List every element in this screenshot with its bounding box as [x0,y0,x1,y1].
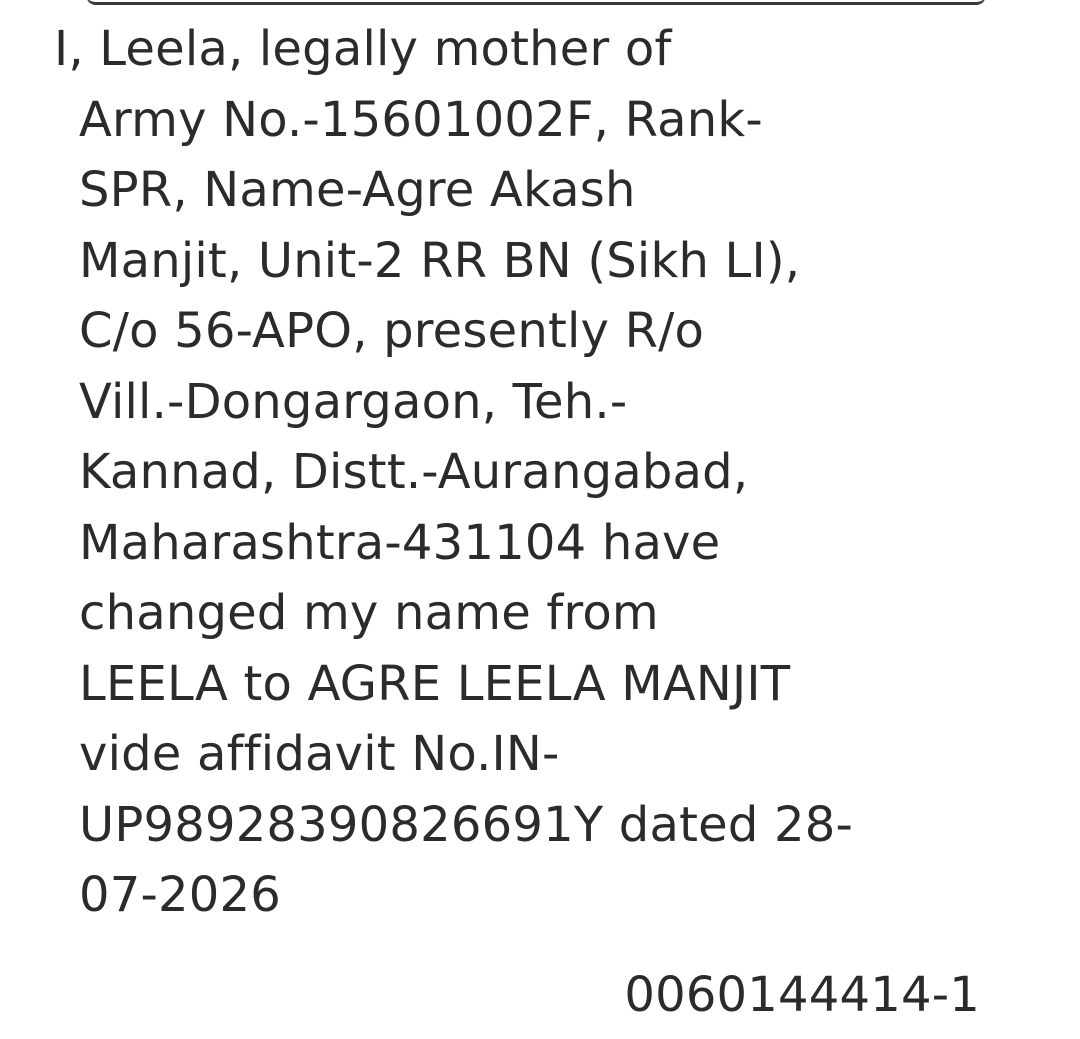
notice-line: SPR, Name-Agre Akash [79,162,636,218]
notice-line: Army No.-15601002F, Rank- [79,91,763,148]
notice-line: changed my name from [79,585,659,641]
notice-line: C/o 56-APO, presently R/o [79,303,705,359]
notice-line: LEELA to AGRE LEELA MANJIT [79,655,791,712]
notice-line: UP98928390826691Y dated 28- [79,796,853,853]
top-divider-rule [86,0,986,5]
name-change-notice [54,14,1054,931]
notice-line: Manjit, Unit-2 RR BN (Sikh LI), [79,232,801,289]
notice-reference-number: 0060144414-1 [624,967,980,1023]
notice-line: Maharashtra-431104 have [79,514,721,571]
notice-line: vide affidavit No.IN- [79,726,560,782]
notice-line: Vill.-Dongargaon, Teh.- [79,373,628,430]
notice-line: Kannad, Distt.-Aurangabad, [79,444,749,500]
notice-line: 07-2026 [79,867,281,923]
notice-line: I, Leela, legally mother of [54,21,672,77]
